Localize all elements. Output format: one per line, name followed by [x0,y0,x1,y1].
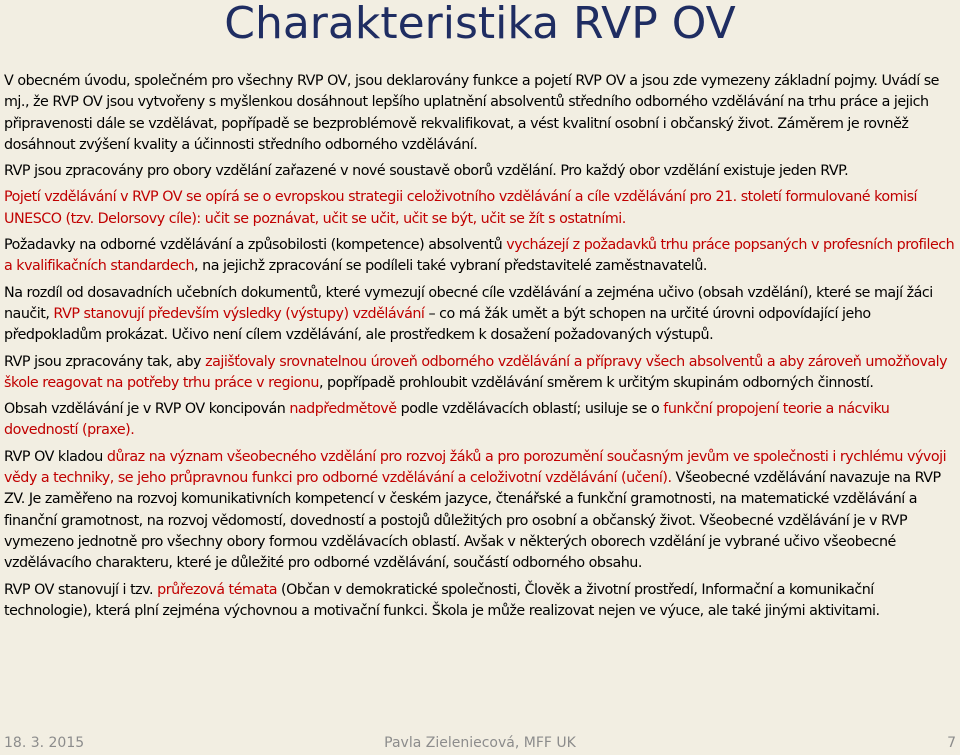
text-run: Na rozdíl od dosavadních učebních dokumentů, které vymezují obecné cíle vzdělávání a zejména učivo (obsah vzdělání), které se mají žáci naučit, [4,284,933,322]
footer-date: 18. 3. 2015 [4,735,85,751]
paragraph-intro [4,71,956,156]
paragraph-vystupy [4,283,956,347]
footer-author: Pavla Zieleniecová, MFF UK [384,735,576,751]
text-run: RVP OV kladou [4,448,107,465]
text-run: RVP jsou zpracovány pro obory vzdělání zařazené v nové soustavě oborů vzdělání. Pro každý obor vzdělání existuje jeden RVP. [4,163,849,180]
text-run: Obsah vzdělávání je v RVP OV koncipován [4,401,290,418]
slide-footer [0,735,960,755]
text-run: RVP OV stanovují i tzv. [4,581,158,598]
paragraph-pruřezova [4,580,956,623]
highlight-text: nadpředmětově [289,401,397,418]
highlight-text: funkční propojení teorie a nácviku dovedností (praxe). [4,401,890,439]
highlight-text: důraz na význam všeobecného vzdělání pro rozvoj žáků a pro porozumění současným jevům ve společnosti i rychlému vývoji vědy a techniky, se jeho průpravnou funkci pro odborné vzdělávání a celoživotní vzdělávání (učení). [4,448,947,487]
paragraph-pojeti [4,187,956,230]
footer-page-number: 7 [947,735,956,751]
slide-body [4,71,956,627]
highlight-text: vycházejí z požadavků trhu práce popsaných v profesních profilech a kvalifikačních standardech [4,237,955,275]
text-run: (Občan v demokratické společnosti, Člověk a životní prostředí, Informační a komunikační technologie), která plní zejména výchovnou a motivační funkci. Škola je může realizovat nejen ve výuce, ale také jinými aktivitami. [4,581,880,619]
text-run: , popřípadě prohloubit vzdělávání směrem k určitým skupinám odborných činností. [318,374,874,391]
paragraph-pozadavky [4,235,956,278]
text-run: Požadavky na odborné vzdělávání a způsobilosti (kompetence) absolventů [4,237,507,254]
text-run: podle vzdělávacích oblastí; usiluje se o [396,401,664,418]
slide-title: Charakteristika RVP OV [224,0,736,49]
highlight-text: průřezová témata [157,581,277,598]
paragraph-vseobecne [4,447,956,575]
text-run: RVP jsou zpracovány tak, aby [4,353,206,370]
text-run: , na jejichž zpracování se podíleli také vybraní představitelé zaměstnavatelů. [194,258,707,275]
paragraph-obsah [4,399,956,442]
paragraph-srovnatelnost [4,352,956,395]
highlight-text: Pojetí vzdělávání v RVP OV se opírá se o evropskou strategii celoživotního vzdělávání a cíle vzdělávání pro 21. století formulované komisí UNESCO (tzv. Delorsovy cíle): učit se poznávat, učit se učit, učit se být, učit se žít s ostatními. [4,189,917,227]
text-run: V obecném úvodu, společném pro všechny RVP OV, jsou deklarovány funkce a pojetí RVP OV a jsou zde vymezeny základní pojmy. Uvádí se mj., že RVP OV jsou vytvořeny s myšlenkou dosáhnout lepšího uplatnění absolventů středního odborného vzdělávání na trhu práce a jejich připravenosti dále se vzdělávat, popřípadě se bezproblémově rekvalifikovat, a vést kvalitní osobní i občanský život. Záměrem je rovněž dosáhnout zvýšení kvality a účinnosti středního odborného vzdělávání. [4,73,939,153]
highlight-text: RVP stanovují především výsledky (výstupy) vzdělávání [53,305,425,322]
highlight-text: zajišťovaly srovnatelnou úroveň odborného vzdělávání a přípravy všech absolventů a aby zároveň umožňovaly škole reagovat na potřeby trhu práce v regionu [4,353,948,391]
paragraph-rvp-obory [4,161,956,182]
text-run: Všeobecné vzdělávání navazuje na RVP ZV. Je zaměřeno na rozvoj komunikativních kompetencí v českém jazyce, čtenářské a funkční gramotnosti, na matematické vzdělávání a finanční gramotnost, na rozvoj vědomostí, dovedností a postojů důležitých pro osobní a občanský život. Všeobecné vzdělávání je v RVP vymezeno jednotně pro všechny obory formou vzdělávacích oblastí. Avšak v některých oborech vzdělání je vybrané učivo všeobecné vzdělávacího charakteru, které je důležité pro odborné vzdělávání, součástí odborného obsahu. [4,470,941,572]
text-run: – co má žák umět a být schopen na určité úrovni odpovídající jeho předpokladům prokázat. Učivo není cílem vzdělávání, ale prostředkem k dosažení požadovaných výstupů. [4,305,871,344]
